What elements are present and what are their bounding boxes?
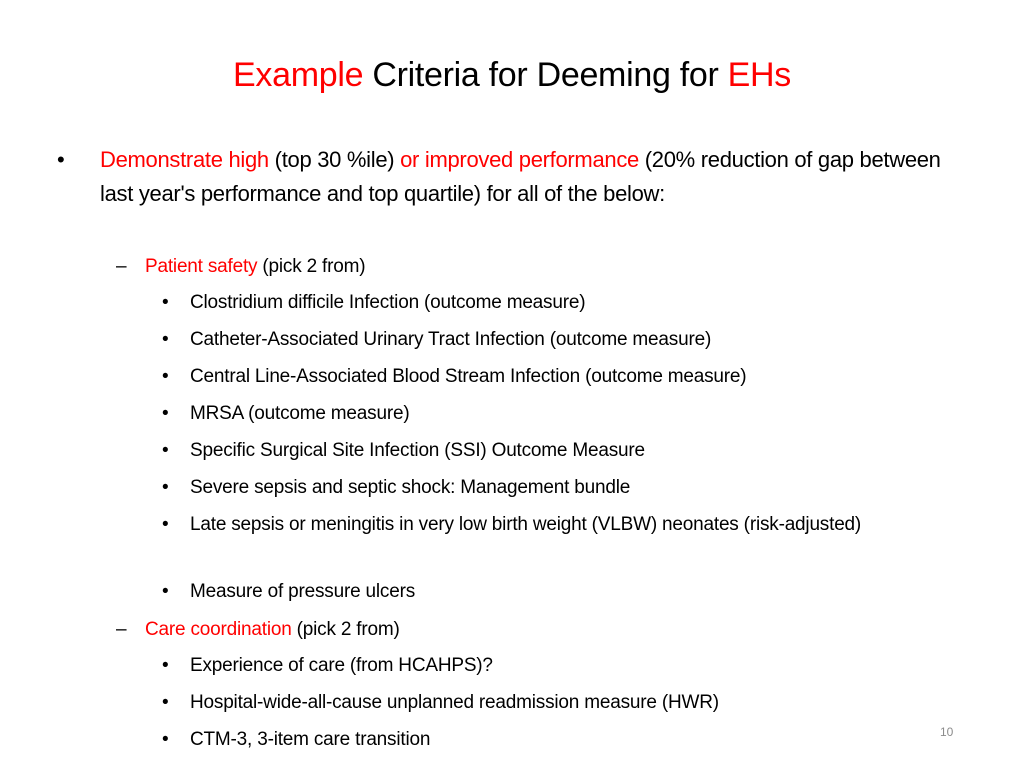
list-item-bullet: • <box>162 581 169 602</box>
page-number: 10 <box>940 725 954 739</box>
care-coordination-label: Care coordination <box>145 619 292 640</box>
list-item: Clostridium difficile Infection (outcome measure) <box>190 292 586 313</box>
list-item-bullet: • <box>162 329 169 350</box>
patient-safety-label: Patient safety <box>145 256 258 277</box>
top-percentile-text: (top 30 %ile) <box>268 147 401 172</box>
list-item-bullet: • <box>162 514 169 535</box>
list-item: Late sepsis or meningitis in very low birth weight (VLBW) neonates (risk-adjusted) <box>190 514 862 535</box>
demonstrate-high-text: Demonstrate high <box>100 147 269 172</box>
list-item: Central Line-Associated Blood Stream Infection (outcome measure) <box>190 366 747 387</box>
list-item-bullet: • <box>162 440 169 461</box>
main-bullet-marker: • <box>57 147 65 172</box>
list-item: CTM-3, 3-item care transition <box>190 729 431 750</box>
patient-safety-suffix: (pick 2 from) <box>257 256 366 277</box>
list-item: Catheter-Associated Urinary Tract Infection (outcome measure) <box>190 329 712 350</box>
list-item-bullet: • <box>162 729 169 750</box>
care-coordination-dash: – <box>116 619 127 640</box>
list-item: MRSA (outcome measure) <box>190 403 410 424</box>
list-item-bullet: • <box>162 692 169 713</box>
list-item: Specific Surgical Site Infection (SSI) Outcome Measure <box>190 440 645 461</box>
list-item-bullet: • <box>162 292 169 313</box>
list-item-bullet: • <box>162 477 169 498</box>
care-coordination-suffix: (pick 2 from) <box>291 619 400 640</box>
list-item: Experience of care (from HCAHPS)? <box>190 655 493 676</box>
list-item-bullet: • <box>162 655 169 676</box>
list-item: Hospital-wide-all-cause unplanned readmission measure (HWR) <box>190 692 719 713</box>
list-item-bullet: • <box>162 403 169 424</box>
list-item-bullet: • <box>162 366 169 387</box>
patient-safety-dash: – <box>116 256 127 277</box>
improved-performance-text: or improved performance <box>400 147 639 172</box>
main-bullet-text <box>100 143 960 211</box>
title-text: Criteria for Deeming for <box>363 56 728 94</box>
list-item: Severe sepsis and septic shock: Management bundle <box>190 477 631 498</box>
care-coordination-heading <box>145 617 400 643</box>
patient-safety-heading <box>145 254 365 280</box>
slide-title <box>0 52 1024 98</box>
title-highlight-ehs: EHs <box>727 56 791 94</box>
reduction-text: (20% reduction of gap between last year's performance and top quartile) for all of the below: <box>100 147 941 206</box>
title-highlight-example: Example <box>233 56 364 94</box>
list-item: Measure of pressure ulcers <box>190 581 416 602</box>
